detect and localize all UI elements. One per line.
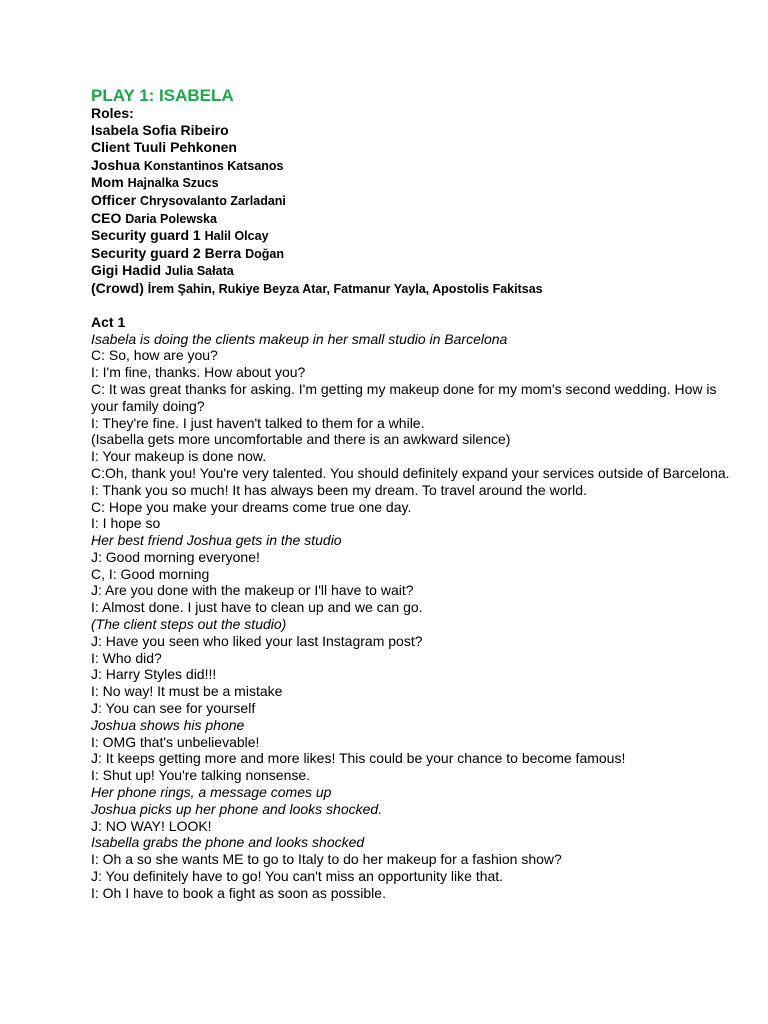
stage-direction: Isabella grabs the phone and looks shocked — [91, 834, 365, 851]
role-entry — [91, 245, 741, 263]
stage-direction: Joshua picks up her phone and looks shocked. — [91, 800, 383, 817]
actor-name: Hajnalka Szucs — [127, 176, 219, 191]
dialogue-line: I: Almost done. I just have to clean up and we can go. — [91, 599, 423, 616]
dialogue-line: I: Who did? — [91, 649, 162, 666]
play-title: PLAY 1: ISABELA — [91, 86, 234, 105]
role-entry — [91, 157, 741, 175]
dialogue-line: J: It keeps getting more and more likes! This could be your chance to become famous! — [91, 750, 626, 767]
role-entry — [91, 210, 741, 228]
act-heading: Act 1 — [91, 313, 126, 330]
dialogue-line: (Isabella gets more uncomfortable and there is an awkward silence) — [91, 431, 511, 448]
actor-name: Halil Olcay — [204, 229, 269, 244]
role-name: Security guard 2 Berra — [91, 244, 246, 261]
dialogue-line: I: They're fine. I just haven't talked to them for a while. — [91, 414, 425, 431]
document-content — [91, 86, 741, 902]
role-name: CEO — [91, 209, 126, 226]
roles-list — [91, 122, 741, 298]
actor-name: Konstantinos Katsanos — [143, 158, 284, 173]
dialogue-line: C: Hope you make your dreams come true one day. — [91, 498, 412, 515]
dialogue-line: I: Thank you so much! It has always been my dream. To travel around the world. — [91, 481, 587, 498]
dialogue-line: J: Have you seen who liked your last Instagram post? — [91, 632, 423, 649]
dialogue-line: I: No way! It must be a mistake — [91, 683, 283, 700]
dialogue-line: J: You can see for yourself — [91, 700, 256, 717]
dialogue-line: I: Your makeup is done now. — [91, 448, 267, 465]
role-entry — [91, 139, 741, 157]
dialogue-line: J: Harry Styles did!!! — [91, 666, 217, 683]
dialogue-line: J: Are you done with the makeup or I'll have to wait? — [91, 582, 414, 599]
role-entry — [91, 280, 741, 298]
role-name: Officer — [91, 191, 141, 208]
role-entry — [91, 227, 741, 245]
role-name: Isabela Sofia Ribeiro — [91, 121, 229, 138]
role-name: Gigi Hadid — [91, 262, 165, 279]
script-body — [91, 331, 741, 902]
dialogue-line: J: You definitely have to go! You can't miss an opportunity like that. — [91, 868, 504, 885]
dialogue-line: C, I: Good morning — [91, 565, 210, 582]
role-entry — [91, 174, 741, 192]
dialogue-line: I: I'm fine, thanks. How about you? — [91, 364, 306, 381]
role-entry — [91, 122, 741, 140]
dialogue-line: I: Oh a so she wants ME to go to Italy to do her makeup for a fashion show? — [91, 851, 562, 868]
dialogue-line: I: I hope so — [91, 515, 161, 532]
role-entry — [91, 262, 741, 280]
stage-direction: Her best friend Joshua gets in the studio — [91, 532, 342, 549]
stage-direction: (The client steps out the studio) — [91, 616, 287, 633]
actor-name: Chrysovalanto Zarladani — [140, 193, 286, 208]
dialogue-line: I: OMG that's unbelievable! — [91, 733, 260, 750]
actor-name: Daria Polewska — [125, 211, 217, 226]
stage-direction: Joshua shows his phone — [91, 716, 245, 733]
dialogue-line: C:Oh, thank you! You're very talented. You should definitely expand your services outside of Barcelona. — [91, 464, 730, 481]
actor-name: Doğan — [245, 246, 284, 261]
role-name: (Crowd) — [91, 279, 148, 296]
role-entry — [91, 192, 741, 210]
actor-name: Julia Sałata — [164, 264, 234, 279]
role-name: Mom — [91, 174, 128, 191]
role-name: Security guard 1 — [91, 227, 205, 244]
stage-direction: Isabela is doing the clients makeup in her small studio in Barcelona — [91, 330, 508, 347]
stage-direction: Her phone rings, a message comes up — [91, 784, 332, 801]
dialogue-line: C: So, how are you? — [91, 347, 218, 364]
dialogue-line: J: Good morning everyone! — [91, 548, 260, 565]
dialogue-line: I: Oh I have to book a fight as soon as possible. — [91, 884, 386, 901]
dialogue-line: J: NO WAY! LOOK! — [91, 817, 212, 834]
role-name: Client Tuuli Pehkonen — [91, 139, 237, 156]
actor-name: İrem Şahin, Rukiye Beyza Atar, Fatmanur Yayla, Apostolis Fakitsas — [147, 281, 543, 296]
dialogue-line: C: It was great thanks for asking. I'm getting my makeup done for my mom's second wedding. How is your family doing? — [91, 380, 717, 414]
roles-heading: Roles: — [91, 105, 134, 121]
dialogue-line: I: Shut up! You're talking nonsense. — [91, 767, 311, 784]
role-name: Joshua — [91, 156, 144, 173]
